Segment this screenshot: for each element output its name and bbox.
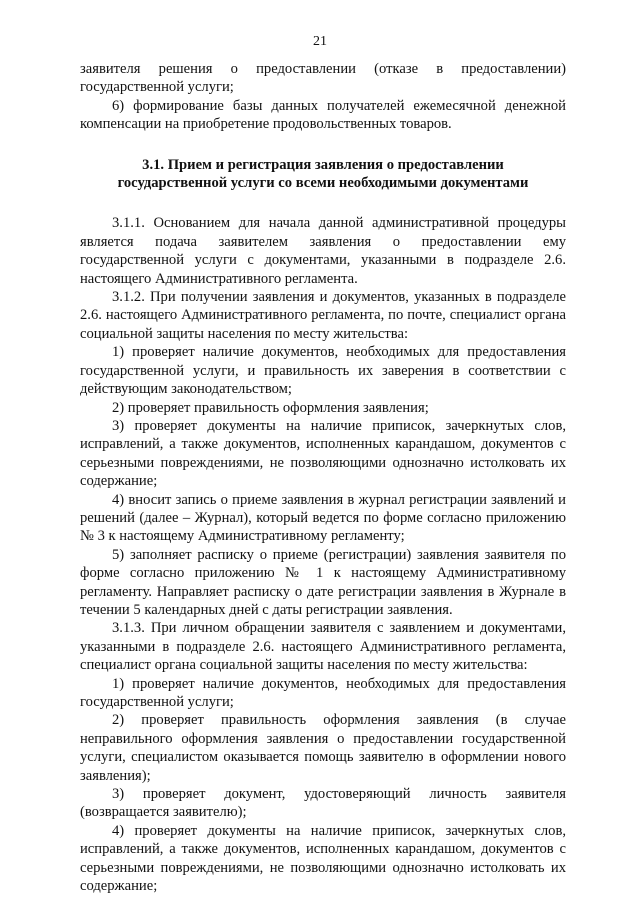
- paragraph-list-item: 4) проверяет документы на наличие приписок, зачеркнутых слов, исправлений, а также документов, исполненных карандашом, документов с серьезными повреждениями, не позволяющими однозначно истолковать их содержание;: [80, 822, 566, 895]
- paragraph-list-item: 3) проверяет документы на наличие приписок, зачеркнутых слов, исправлений, а также документов, исполненных карандашом, документов с серьезными повреждениями, не позволяющими однозначно истолковать их содержание;: [80, 417, 566, 490]
- paragraph-3-1-3: 3.1.3. При личном обращении заявителя с заявлением и документами, указанными в подразделе 2.6. настоящего Административного регламента, специалист органа социальной защиты населения по месту жительства:: [80, 620, 566, 674]
- paragraph-list-item: 2) проверяет правильность оформления заявления;: [112, 399, 429, 416]
- paragraph-list-item: 5) заполняет расписку о приеме (регистрации) заявления заявителя по форме согласно приложению № 1 к настоящему Административному регламенту. Направляет расписку о дате регистрации заявления в Журнале в течении 5 календарных дней с даты регистрации заявления.: [80, 546, 566, 618]
- spacer: [80, 134, 566, 156]
- page-number: 21: [313, 34, 327, 49]
- paragraph-3-1-1: 3.1.1. Основанием для начала данной административной процедуры является подача заявителем заявления о предоставлении ему государственной услуги с документами, указанными в подразделе 2.6. настоящего Административного регламента.: [80, 215, 566, 287]
- paragraph-list-item: 4) вносит запись о приеме заявления в журнал регистрации заявлений и решений (далее – Журнал), который ведется по форме согласно приложению № 3 к настоящему Административному регламенту;: [80, 491, 566, 545]
- paragraph-continuation: заявителя решения о предоставлении (отказе в предоставлении) государственной услуги;: [80, 61, 566, 96]
- paragraph-list-item: 3) проверяет документ, удостоверяющий личность заявителя (возвращается заявителю);: [80, 786, 566, 821]
- paragraph-3-1-2: 3.1.2. При получении заявления и документов, указанных в подразделе 2.6. настоящего Административного регламента, по почте, специалист органа социальной защиты населения по месту жительства:: [80, 289, 566, 342]
- spacer: [80, 192, 566, 214]
- paragraph-list-item: 2) проверяет правильность оформления заявления (в случае неправильного оформления заявления о предоставлении государственной услуги, специалистом оказывается помощь заявителю в оформлении нового заявления);: [80, 712, 566, 784]
- paragraph-item-6: 6) формирование базы данных получателей ежемесячной денежной компенсации на приобретение продовольственных товаров.: [80, 97, 566, 133]
- paragraph-list-item: 1) проверяет наличие документов, необходимых для предоставления государственной услуги, и правильность их заверения в соответствии с действующим законодательством;: [80, 344, 566, 398]
- document-body: [80, 60, 566, 895]
- paragraph-list-item: 1) проверяет наличие документов, необходимых для предоставления государственной услуги;: [80, 675, 566, 710]
- section-title: 3.1. Прием и регистрация заявления о предоставлении государственной услуги со всеми необходимыми документами: [117, 156, 529, 192]
